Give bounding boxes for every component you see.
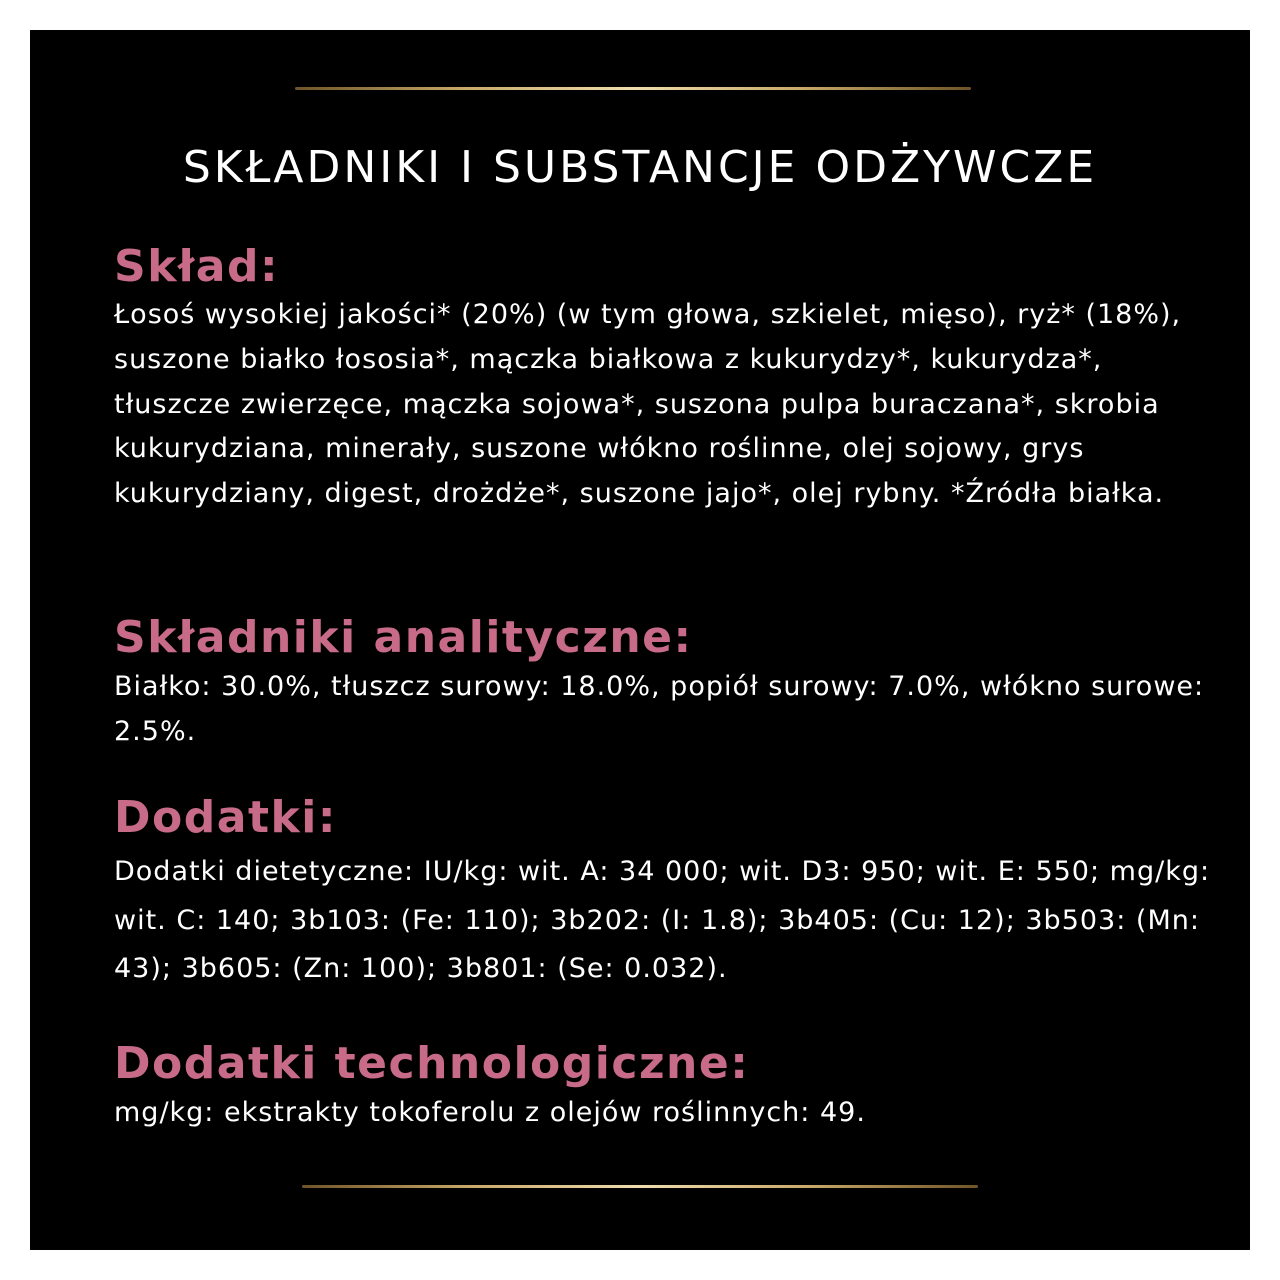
section-heading-additives: Dodatki: [114,792,337,843]
page-title: SKŁADNIKI I SUBSTANCJE ODŻYWCZE [182,142,1098,193]
section-text-analytical: Białko: 30.0%, tłuszcz surowy: 18.0%, popiół surowy: 7.0%, włókno surowe: 2.5%. [114,671,1205,747]
section-technological-additives [114,1038,1214,1135]
section-text-composition: Łosoś wysokiej jakości* (20%) (w tym głowa, szkielet, mięso), ryż* (18%), suszone białko łososia*, mączka białkowa z kukurydzy*, kukurydza*, tłuszcze zwierzęce, mączka sojowa*, suszona pulpa buraczana*, skrobia kukurydziana, minerały, suszone włókno roślinne, olej sojowy, grys kukurydziany, digest, drożdże*, suszone jajo*, olej rybny. *Źródła białka. [114,299,1182,510]
section-heading-technological: Dodatki technologiczne: [114,1038,750,1089]
section-analytical-constituents [114,612,1214,754]
section-text-technological: mg/kg: ekstrakty tokoferolu z olejów roślinnych: 49. [114,1097,866,1128]
bottom-gold-divider [302,1185,978,1188]
section-heading-analytical: Składniki analityczne: [114,612,693,663]
section-additives [114,792,1214,994]
section-heading-composition: Skład: [114,241,280,292]
ingredients-panel [30,30,1250,1250]
top-gold-divider [295,87,971,90]
section-text-additives: Dodatki dietetyczne: IU/kg: wit. A: 34 000; wit. D3: 950; wit. E: 550; mg/kg: wit. C: 140; 3b103: (Fe: 110); 3b202: (I: 1.8); 3b405: (Cu: 12); 3b503: (Mn: 43); 3b605: (Zn: 100); 3b801: (Se: 0.032). [114,856,1211,984]
section-composition [114,241,1214,517]
